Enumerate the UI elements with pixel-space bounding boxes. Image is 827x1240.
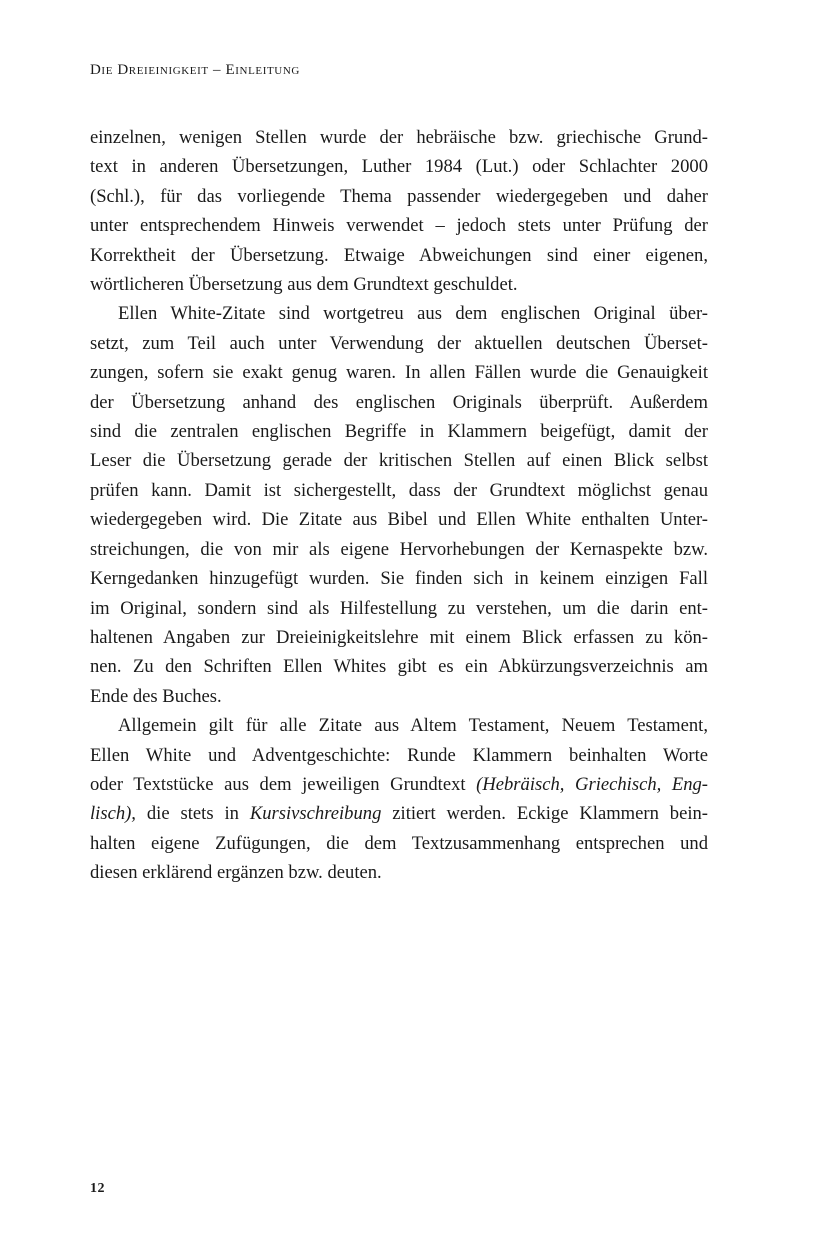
text-line — [90, 299, 708, 328]
text-line: diesen erklärend ergänzen bzw. deuten. — [90, 862, 382, 884]
text-line: wiedergegeben wird. Die Zitate aus Bibel und Ellen White enthalten Unter- — [90, 509, 708, 531]
text-line: Ende des Buches. — [90, 685, 222, 707]
text-line — [90, 711, 708, 740]
text-line: wörtlicheren Übersetzung aus dem Grundtext geschuldet. — [90, 274, 518, 296]
body-text — [90, 123, 708, 888]
text-span: zitiert werden. Eckige Klammern bein- — [381, 803, 708, 825]
text-line: sind die zentralen englischen Begriffe in Klammern beigefügt, damit der — [90, 421, 708, 443]
text-line — [90, 799, 708, 828]
page-number: 12 — [90, 1181, 105, 1196]
text-line: Ellen White und Adventgeschichte: Runde Klammern beinhalten Worte — [90, 744, 708, 766]
text-line: Kerngedanken hinzugefügt wurden. Sie finden sich in keinem einzigen Fall — [90, 568, 708, 590]
text-span: die stets in — [135, 803, 250, 825]
text-line: Korrektheit der Übersetzung. Etwaige Abweichungen sind einer eigenen, — [90, 244, 708, 266]
italic-span: Kursivschreibung — [249, 803, 382, 825]
text-span: oder Textstücke aus dem jeweiligen Grundtext — [90, 773, 477, 795]
running-head: Die Dreieinigkeit – Einleitung — [90, 62, 300, 78]
italic-span: lisch), — [90, 803, 136, 825]
paragraph-1 — [90, 123, 708, 299]
paragraph-3 — [90, 711, 708, 887]
paragraph-2 — [90, 299, 708, 711]
text-line: setzt, zum Teil auch unter Verwendung der aktuellen deutschen Überset- — [90, 332, 708, 354]
text-line: einzelnen, wenigen Stellen wurde der hebräische bzw. griechische Grund- — [90, 127, 708, 148]
text-line: nen. Zu den Schriften Ellen Whites gibt es ein Abkürzungsverzeichnis am — [90, 656, 708, 678]
italic-span: (Hebräisch, Griechisch, Eng- — [476, 773, 708, 795]
text-line: zungen, sofern sie exakt genug waren. In allen Fällen wurde die Genauigkeit — [90, 362, 708, 384]
text-line: halten eigene Zufügungen, die dem Textzusammenhang entsprechen und — [90, 832, 708, 854]
text-line: prüfen kann. Damit ist sichergestellt, dass der Grundtext möglichst genau — [90, 479, 708, 501]
text-line: der Übersetzung anhand des englischen Originals überprüft. Außerdem — [90, 391, 708, 413]
text-line: im Original, sondern sind als Hilfestellung zu verstehen, um die darin ent- — [90, 597, 708, 619]
text-line: haltenen Angaben zur Dreieinigkeitslehre mit einem Blick erfassen zu kön- — [90, 626, 708, 648]
text-line: (Schl.), für das vorliegende Thema passender wiedergegeben und daher — [90, 185, 708, 207]
text-span: Ellen White-Zitate sind wortgetreu aus dem englischen Original über- — [118, 303, 708, 325]
text-line: text in anderen Übersetzungen, Luther 1984 (Lut.) oder Schlachter 2000 — [90, 156, 708, 178]
text-line: Leser die Übersetzung gerade der kritischen Stellen auf einen Blick selbst — [90, 450, 708, 472]
text-line — [90, 770, 708, 799]
text-span: Allgemein gilt für alle Zitate aus Altem Testament, Neuem Testament, — [118, 715, 708, 737]
text-line: unter entsprechendem Hinweis verwendet – jedoch stets unter Prüfung der — [90, 215, 708, 237]
text-line: streichungen, die von mir als eigene Hervorhebungen der Kernaspekte bzw. — [90, 538, 708, 560]
